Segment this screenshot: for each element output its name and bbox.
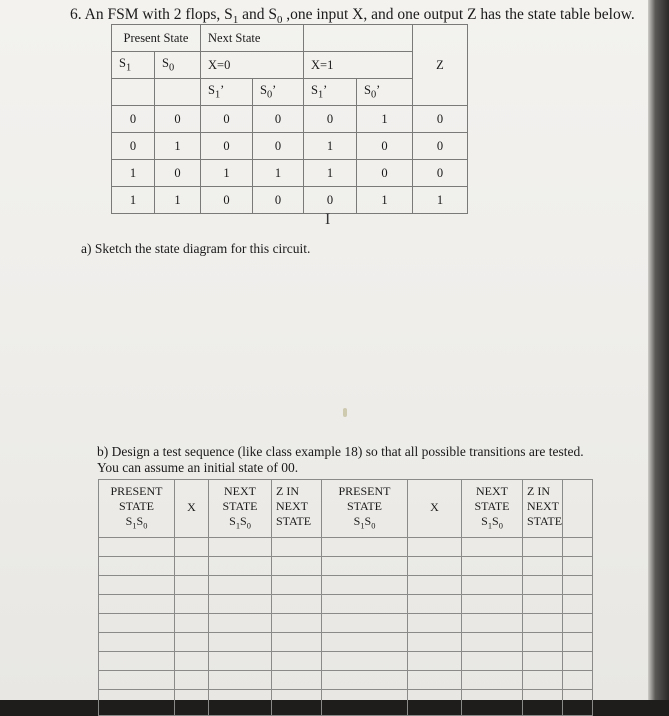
answer-cell[interactable] (272, 614, 322, 633)
answer-cell[interactable] (563, 633, 593, 652)
answer-cell[interactable] (272, 538, 322, 557)
table-row (112, 106, 468, 133)
answer-row (99, 633, 593, 652)
answer-cell[interactable] (408, 633, 462, 652)
answer-cell[interactable] (408, 576, 462, 595)
table-cell: 0 (201, 106, 253, 133)
answer-cell[interactable] (209, 576, 272, 595)
answer-row (99, 614, 593, 633)
table-cell: 0 (155, 160, 201, 187)
table-cell: 0 (253, 106, 304, 133)
answer-cell[interactable] (462, 633, 523, 652)
answer-cell[interactable] (462, 595, 523, 614)
question-number: 6. (70, 6, 82, 23)
table-cell: 0 (357, 160, 413, 187)
pencil-mark (343, 408, 347, 417)
x0-s1-next-header: $S_1$’ (201, 79, 253, 106)
table-row (112, 187, 468, 214)
x0-s0-next-header: $S_0$’ (253, 79, 304, 106)
x1-s1-next-header: $S_1$’ (304, 79, 357, 106)
answer-cell[interactable] (209, 614, 272, 633)
answer-cell[interactable] (563, 652, 593, 671)
state-table (111, 24, 468, 214)
answer-row (99, 557, 593, 576)
table-cell: 0 (201, 187, 253, 214)
answer-cell[interactable] (462, 557, 523, 576)
x-column-header: X (175, 480, 209, 538)
answer-cell[interactable] (563, 690, 593, 716)
test-sequence-table (98, 479, 593, 716)
x-column-header-2: X (408, 480, 462, 538)
answer-cell[interactable] (523, 557, 563, 576)
answer-cell[interactable] (175, 671, 209, 690)
answer-cell[interactable] (99, 671, 175, 690)
table-cell: 1 (112, 160, 155, 187)
answer-cell[interactable] (272, 595, 322, 614)
answer-cell[interactable] (563, 595, 593, 614)
answer-cell[interactable] (272, 633, 322, 652)
answer-cell[interactable] (209, 595, 272, 614)
answer-row (99, 576, 593, 595)
table-cell: 1 (413, 187, 468, 214)
table-cell: 0 (413, 160, 468, 187)
table-cell: 0 (413, 106, 468, 133)
table-cell: 1 (357, 187, 413, 214)
table-cell: 1 (357, 106, 413, 133)
answer-cell[interactable] (563, 557, 593, 576)
answer-cell[interactable] (99, 614, 175, 633)
answer-cell[interactable] (322, 652, 408, 671)
table-cell: 0 (304, 106, 357, 133)
answer-cell[interactable] (563, 671, 593, 690)
answer-cell[interactable] (563, 538, 593, 557)
table-cell: 0 (201, 133, 253, 160)
answer-cell[interactable] (462, 538, 523, 557)
x1-s0-next-header: $S_0$’ (357, 79, 413, 106)
answer-cell[interactable] (563, 576, 593, 595)
s0-header: $S_0$ (155, 52, 201, 79)
answer-cell[interactable] (408, 557, 462, 576)
answer-cell[interactable] (408, 595, 462, 614)
next-state-header: Next State (201, 25, 304, 52)
answer-cell[interactable] (99, 576, 175, 595)
answer-cell[interactable] (523, 652, 563, 671)
answer-cell[interactable] (272, 671, 322, 690)
answer-cell[interactable] (523, 595, 563, 614)
table-cell: 0 (357, 133, 413, 160)
question-text: An FSM with 2 flops, $S_1$ and $S_0$ ,one input X, and one output Z has the state table below. (84, 6, 635, 27)
s1-header: $S_1$ (112, 52, 155, 79)
answer-row (99, 652, 593, 671)
answer-cell[interactable] (99, 690, 175, 716)
answer-cell[interactable] (322, 614, 408, 633)
answer-cell[interactable] (523, 538, 563, 557)
answer-cell[interactable] (272, 652, 322, 671)
answer-cell[interactable] (99, 538, 175, 557)
answer-cell[interactable] (408, 538, 462, 557)
table-cell: 0 (155, 106, 201, 133)
page-edge-shadow (648, 0, 669, 700)
table-row (112, 133, 468, 160)
part-a-prompt: a) Sketch the state diagram for this circuit. (81, 241, 311, 256)
answer-cell[interactable] (322, 595, 408, 614)
answer-row (99, 595, 593, 614)
present-state-header: Present State (112, 25, 201, 52)
answer-cell[interactable] (175, 538, 209, 557)
answer-cell[interactable] (209, 633, 272, 652)
part-b-prompt: b) Design a test sequence (like class example 18) so that all possible transitions are tested. You can assume an initial state of 00. (97, 444, 584, 475)
answer-cell[interactable] (209, 538, 272, 557)
answer-cell[interactable] (272, 576, 322, 595)
table-cell: 0 (304, 187, 357, 214)
answer-cell[interactable] (408, 614, 462, 633)
answer-cell[interactable] (209, 557, 272, 576)
answer-cell[interactable] (99, 633, 175, 652)
answer-cell[interactable] (523, 671, 563, 690)
answer-cell[interactable] (175, 576, 209, 595)
answer-cell[interactable] (175, 595, 209, 614)
next-state-column-header: NEXT STATE $S_1S_0$ (209, 480, 272, 538)
present-state-column-header: PRESENT STATE $S_1S_0$ (99, 480, 175, 538)
answer-cell[interactable] (209, 690, 272, 716)
answer-cell[interactable] (523, 576, 563, 595)
table-cell: 1 (253, 160, 304, 187)
answer-cell[interactable] (175, 652, 209, 671)
answer-cell[interactable] (523, 633, 563, 652)
answer-cell[interactable] (272, 557, 322, 576)
blank-answer-rows (99, 538, 593, 716)
answer-cell[interactable] (175, 633, 209, 652)
z-header: Z (413, 25, 468, 106)
answer-cell[interactable] (209, 671, 272, 690)
z-in-next-state-column-header-2: Z IN NEXT STATE (523, 480, 563, 538)
table-cell: 0 (112, 106, 155, 133)
answer-cell[interactable] (462, 652, 523, 671)
present-state-column-header-2: PRESENT STATE $S_1S_0$ (322, 480, 408, 538)
answer-cell[interactable] (523, 614, 563, 633)
table-cell: 0 (253, 187, 304, 214)
answer-cell[interactable] (408, 652, 462, 671)
answer-cell[interactable] (99, 652, 175, 671)
text-cursor-icon: I (325, 211, 331, 228)
table-cell: 1 (155, 133, 201, 160)
answer-cell[interactable] (322, 633, 408, 652)
answer-cell[interactable] (209, 652, 272, 671)
answer-cell[interactable] (272, 690, 322, 716)
answer-cell[interactable] (523, 690, 563, 716)
table-cell: 0 (112, 133, 155, 160)
answer-cell[interactable] (563, 614, 593, 633)
answer-cell[interactable] (322, 576, 408, 595)
answer-row (99, 538, 593, 557)
answer-cell[interactable] (408, 690, 462, 716)
table-cell: 1 (304, 160, 357, 187)
answer-cell[interactable] (462, 614, 523, 633)
answer-cell[interactable] (99, 595, 175, 614)
answer-cell[interactable] (175, 557, 209, 576)
answer-cell[interactable] (462, 671, 523, 690)
answer-cell[interactable] (408, 671, 462, 690)
answer-cell[interactable] (322, 557, 408, 576)
answer-cell[interactable] (462, 576, 523, 595)
z-in-next-state-column-header: Z IN NEXT STATE (272, 480, 322, 538)
answer-cell[interactable] (462, 690, 523, 716)
answer-cell[interactable] (322, 690, 408, 716)
x0-header: X=0 (201, 52, 304, 79)
answer-cell[interactable] (322, 671, 408, 690)
answer-cell[interactable] (99, 557, 175, 576)
table-cell: 0 (413, 133, 468, 160)
table-cell: 1 (155, 187, 201, 214)
table-cell: 0 (253, 133, 304, 160)
answer-row (99, 671, 593, 690)
answer-cell[interactable] (175, 614, 209, 633)
table-cell: 1 (201, 160, 253, 187)
answer-cell[interactable] (175, 690, 209, 716)
table-cell: 1 (304, 133, 357, 160)
table-row (112, 160, 468, 187)
table-cell: 1 (112, 187, 155, 214)
x1-header: X=1 (304, 52, 413, 79)
answer-cell[interactable] (322, 538, 408, 557)
answer-row (99, 690, 593, 716)
next-state-column-header-2: NEXT STATE $S_1S_0$ (462, 480, 523, 538)
